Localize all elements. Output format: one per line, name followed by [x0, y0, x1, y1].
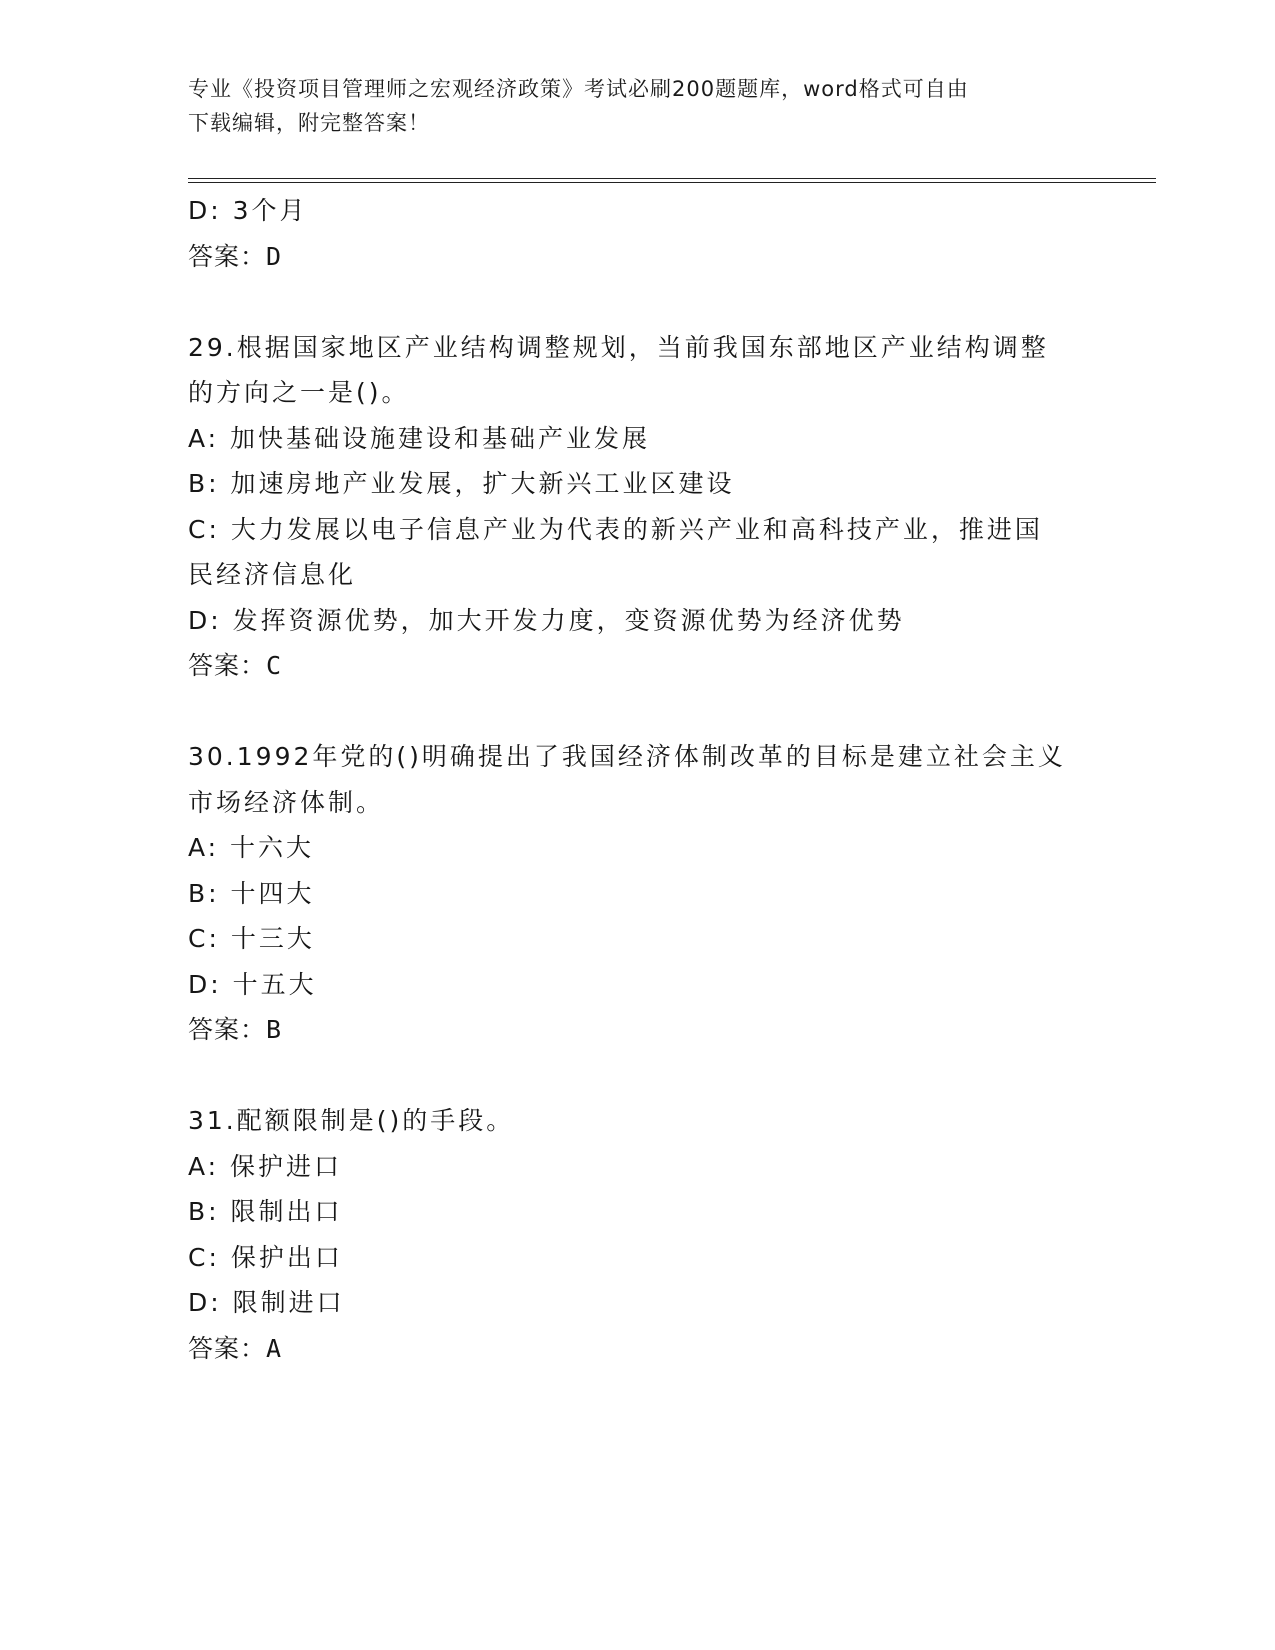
answer-line: 答案：D	[188, 241, 283, 271]
question-28-continuation	[188, 188, 1088, 279]
question-29	[188, 325, 1088, 689]
question-stem: 30.1992年党的()明确提出了我国经济体制改革的目标是建立社会主义	[188, 742, 1066, 771]
question-stem: 29.根据国家地区产业结构调整规划，当前我国东部地区产业结构调整	[188, 332, 1049, 362]
option-a: A: 保护进口	[188, 1151, 343, 1181]
question-stem-cont: 市场经济体制。	[188, 787, 385, 817]
question-content	[188, 188, 1088, 1371]
header-line-1: 专业《投资项目管理师之宏观经济政策》考试必刷200题题库，word格式可自由	[188, 77, 969, 101]
header-double-rule	[188, 178, 1156, 183]
question-30	[188, 734, 1088, 1053]
spacer	[188, 689, 1088, 735]
question-stem-cont: 的方向之一是()。	[188, 378, 410, 407]
document-header	[188, 72, 1088, 140]
option-d: D: 3个月	[188, 196, 308, 225]
header-line-2: 下载编辑，附完整答案！	[188, 111, 430, 135]
answer-line: 答案：A	[188, 1333, 283, 1363]
spacer	[188, 1053, 1088, 1099]
answer-line: 答案：B	[188, 1015, 283, 1044]
option-c-cont: 民经济信息化	[188, 560, 357, 589]
option-d: D: 限制进口	[188, 1288, 345, 1317]
question-31	[188, 1098, 1088, 1371]
option-b: B: 加速房地产业发展，扩大新兴工业区建设	[188, 469, 735, 498]
option-a: A: 加快基础设施建设和基础产业发展	[188, 423, 651, 453]
answer-line: 答案：C	[188, 651, 283, 680]
option-c: C: 保护出口	[188, 1242, 343, 1272]
option-c: C: 大力发展以电子信息产业为代表的新兴产业和高科技产业，推进国	[188, 514, 1043, 544]
option-b: B: 限制出口	[188, 1197, 343, 1226]
spacer	[188, 279, 1088, 325]
option-b: B: 十四大	[188, 878, 315, 908]
option-c: C: 十三大	[188, 924, 315, 953]
question-stem: 31.配额限制是()的手段。	[188, 1106, 515, 1135]
option-a: A: 十六大	[188, 833, 315, 862]
option-d: D: 发挥资源优势，加大开发力度，变资源优势为经济优势	[188, 605, 905, 635]
option-d: D: 十五大	[188, 969, 317, 999]
